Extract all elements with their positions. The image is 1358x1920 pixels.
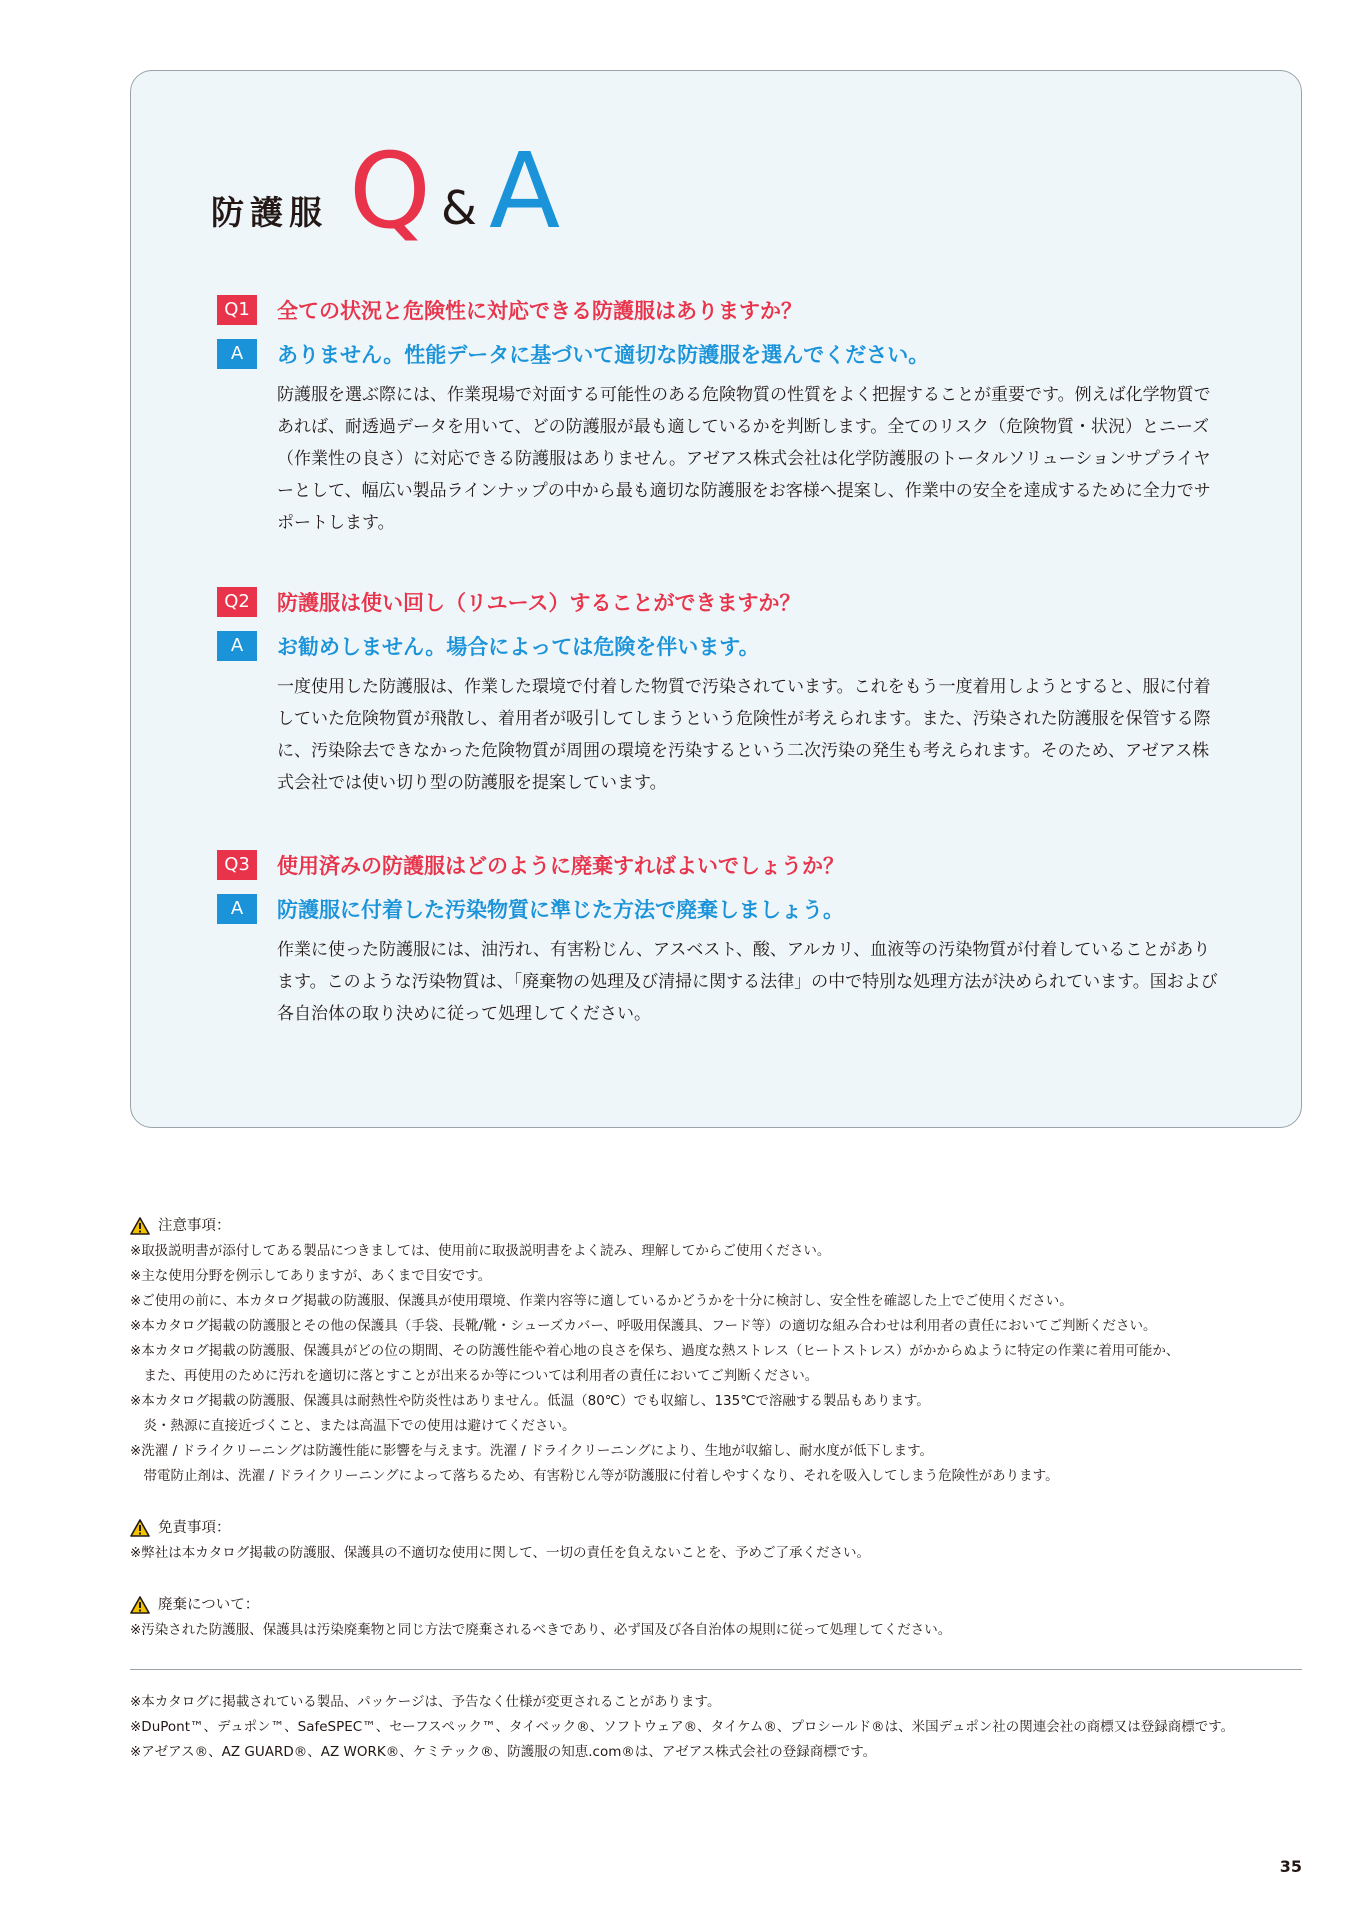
qa-item-3	[217, 844, 1277, 1030]
answer-row	[217, 888, 1277, 932]
question-text: 防護服は使い回し（リユース）することができますか？	[277, 591, 801, 615]
question-text: 使用済みの防護服はどのように廃棄すればよいでしょうか？	[277, 854, 844, 878]
disposal-group	[130, 1592, 1310, 1643]
disposal-heading	[130, 1592, 1310, 1618]
title-a-letter: A	[489, 130, 561, 252]
caution-line: ※主な使用分野を例示してありますが、あくまで目安です。	[130, 1268, 492, 1284]
question-text: 全ての状況と危険性に対応できる防護服はありますか？	[277, 299, 802, 323]
question-badge: Q1	[217, 295, 257, 325]
caution-line: ※本カタログ掲載の防護服、保護具がどの位の期間、その防護性能や着心地の良さを保ち、過度な熱ストレス（ヒートストレス）がかからぬように特定の作業に着用可能か、	[130, 1343, 1180, 1359]
qa-item-2	[217, 581, 1277, 799]
answer-badge: A	[217, 894, 257, 924]
question-row	[217, 289, 1277, 333]
caution-group	[130, 1213, 1310, 1489]
caution-line: ※本カタログ掲載の防護服、保護具は耐熱性や防炎性はありません。低温（80℃）でも収縮し、135℃で溶融する製品もあります。	[130, 1393, 930, 1409]
answer-body: 防護服を選ぶ際には、作業現場で対面する可能性のある危険物質の性質をよく把握することが重要です。例えば化学物質であれば、耐透過データを用いて、どの防護服が最も適しているかを判断します。全てのリスク（危険物質・状況）とニーズ（作業性の良さ）に対応できる防護服はありません。アゼアス株式会社は化学防護服のトータルソリューションサプライヤーとして、幅広い製品ラインナップの中から最も適切な防護服をお客様へ提案し、作業中の安全を達成するために全力でサポートします。	[277, 385, 1211, 533]
disclaimer-line: ※弊社は本カタログ掲載の防護服、保護具の不適切な使用に関して、一切の責任を負えないことを、予めご了承ください。	[130, 1545, 871, 1561]
caution-heading	[130, 1213, 1310, 1239]
footer-line: ※DuPont™、デュポン™、SafeSPEC™、セーフスペック™、タイベック®、ソフトウェア®、タイケム®、プロシールド®は、米国デュポン社の関連会社の商標又は登録商標です。	[130, 1719, 1235, 1735]
caution-line: ※本カタログ掲載の防護服とその他の保護具（手袋、長靴/靴・シューズカバー、呼吸用保護具、フード等）の適切な組み合わせは利用者の責任においてご判断ください。	[130, 1318, 1157, 1334]
answer-badge: A	[217, 339, 257, 369]
footer-line: ※本カタログに掲載されている製品、パッケージは、予告なく仕様が変更されることがあります。	[130, 1694, 721, 1710]
disposal-title: 廃棄について：	[158, 1596, 260, 1613]
divider	[130, 1669, 1302, 1670]
caution-line: また、再使用のために汚れを適切に落とすことが出来るか等については利用者の責任においてご判断ください。	[130, 1368, 819, 1384]
caution-line: 帯電防止剤は、洗濯 / ドライクリーニングによって落ちるため、有害粉じん等が防護服に付着しやすくなり、それを吸入してしまう危険性があります。	[130, 1468, 1059, 1484]
answer-body: 作業に使った防護服には、油汚れ、有害粉じん、アスベスト、酸、アルカリ、血液等の汚染物質が付着していることがあります。このような汚染物質は、「廃棄物の処理及び清掃に関する法律」の中で特別な処理方法が決められています。国および各自治体の取り決めに従って処理してください。	[277, 940, 1218, 1024]
title-q-letter: Q	[349, 130, 431, 252]
page-title	[211, 130, 811, 259]
warning-triangle-icon	[130, 1596, 150, 1614]
qa-panel	[130, 70, 1302, 1128]
qa-item-1	[217, 289, 1277, 539]
answer-badge: A	[217, 631, 257, 661]
question-row	[217, 844, 1277, 888]
trademark-footer	[130, 1690, 1310, 1765]
caution-line: 炎・熱源に直接近づくこと、または高温下での使用は避けてください。	[130, 1418, 576, 1434]
question-badge: Q3	[217, 850, 257, 880]
question-badge: Q2	[217, 587, 257, 617]
footer-line: ※アゼアス®、AZ GUARD®、AZ WORK®、ケミテック®、防護服の知恵.com®は、アゼアス株式会社の登録商標です。	[130, 1744, 877, 1760]
page-number: 35	[1279, 1857, 1302, 1876]
warning-triangle-icon	[130, 1519, 150, 1537]
warning-triangle-icon	[130, 1217, 150, 1235]
answer-row	[217, 625, 1277, 669]
answer-text: ありません。性能データに基づいて適切な防護服を選んでください。	[277, 343, 930, 367]
title-text: 防護服	[211, 193, 328, 232]
disclaimer-title: 免責事項：	[158, 1519, 231, 1536]
answer-text: お勧めしません。場合によっては危険を伴います。	[277, 635, 760, 659]
caution-line: ※洗濯 / ドライクリーニングは防護性能に影響を与えます。洗濯 / ドライクリーニングにより、生地が収縮し、耐水度が低下します。	[130, 1443, 934, 1459]
title-ampersand: &	[441, 181, 477, 235]
answer-text: 防護服に付着した汚染物質に準じた方法で廃棄しましょう。	[277, 898, 844, 922]
disclaimer-heading	[130, 1515, 1310, 1541]
answer-body: 一度使用した防護服は、作業した環境で付着した物質で汚染されています。これをもう一度着用しようとすると、服に付着していた危険物質が飛散し、着用者が吸引してしまうという危険性が考えられます。また、汚染された防護服を保管する際に、汚染除去できなかった危険物質が周囲の環境を汚染するという二次汚染の発生も考えられます。そのため、アゼアス株式会社では使い切り型の防護服を提案しています。	[277, 677, 1211, 793]
question-row	[217, 581, 1277, 625]
caution-line: ※取扱説明書が添付してある製品につきましては、使用前に取扱説明書をよく読み、理解してからご使用ください。	[130, 1243, 831, 1259]
disclaimer-group	[130, 1515, 1310, 1566]
notes-section	[130, 1213, 1310, 1669]
answer-row	[217, 333, 1277, 377]
caution-title: 注意事項：	[158, 1217, 231, 1234]
caution-line: ※ご使用の前に、本カタログ掲載の防護服、保護具が使用環境、作業内容等に適しているかどうかを十分に検討し、安全性を確認した上でご使用ください。	[130, 1293, 1073, 1309]
disposal-line: ※汚染された防護服、保護具は汚染廃棄物と同じ方法で廃棄されるべきであり、必ず国及び各自治体の規則に従って処理してください。	[130, 1622, 952, 1638]
